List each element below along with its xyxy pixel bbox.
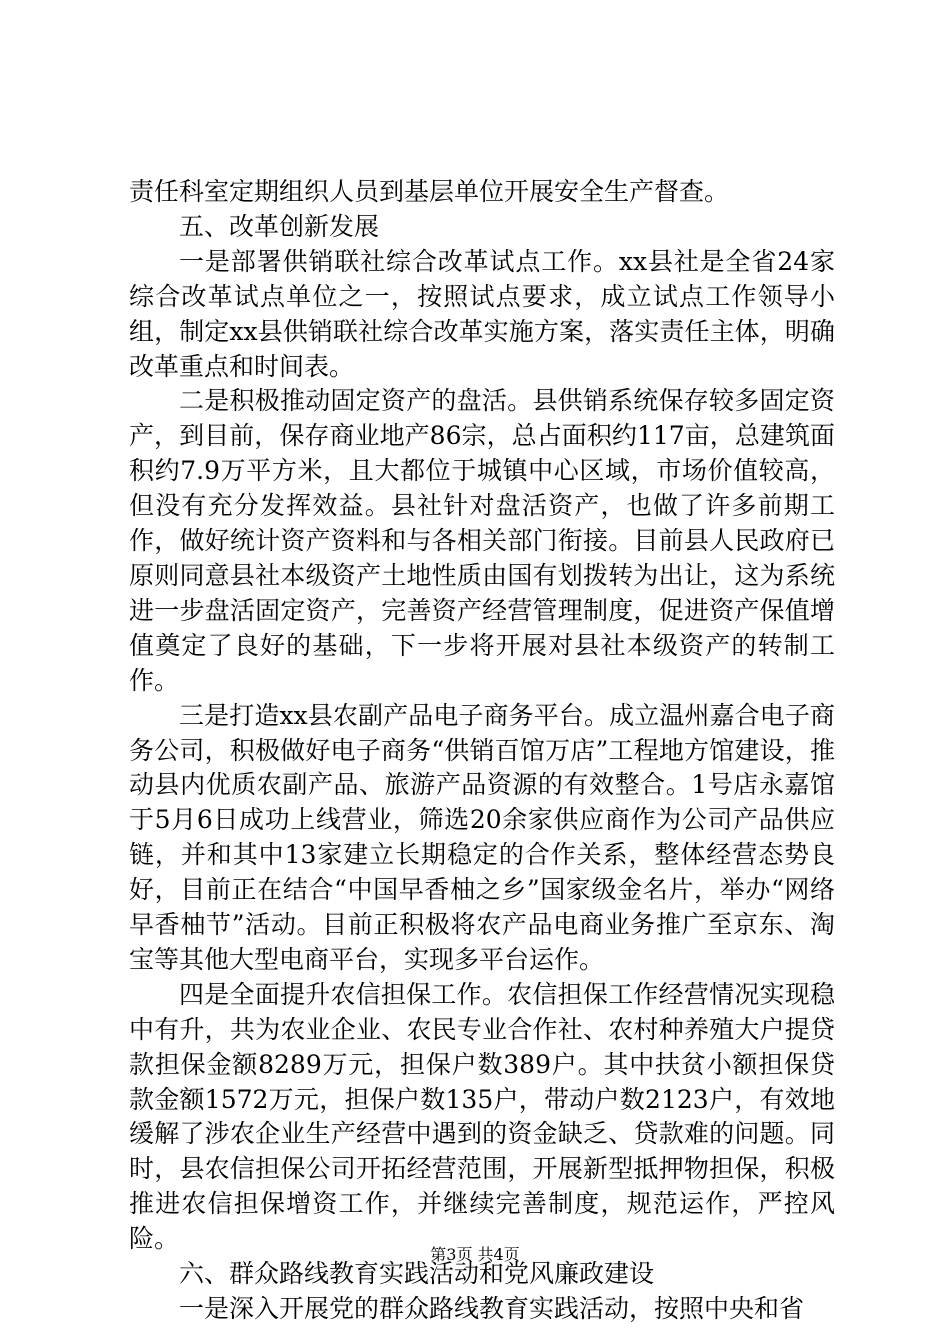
page-number-footer: 第3页 共4页 — [430, 1245, 520, 1264]
paragraph: 责任科室定期组织人员到基层单位开展安全生产督查。 — [129, 177, 730, 206]
paragraph: 三是打造xx县农副产品电子商务平台。成立温州嘉合电子商务公司，积极做好电子商务“供销百馆万店”工程地方馆建设，推动县内优质农副产品、旅游产品资源的有效整合。1号店永嘉馆于5月6日成功上线营业，筛选20余家供应商作为公司产品供应链，并和其中13家建立长期稳定的合作关系，整体经营态势良好，目前正在结合“中国早香柚之乡”国家级金名片，举办“网络早香柚节”活动。目前正积极将农产品电商业务推广至京东、淘宝等其他大型电商平台，实现多平台运作。 — [129, 700, 835, 974]
paragraph: 一是深入开展党的群众路线教育实践活动，按照中央和省 — [179, 1294, 805, 1323]
paragraph: 一是部署供销联社综合改革试点工作。xx县社是全省24家综合改革试点单位之一，按照试点要求，成立试点工作领导小组，制定xx县供销联社综合改革实施方案，落实责任主体，明确改革重点和时间表。 — [129, 246, 835, 381]
section-heading: 五、改革创新发展 — [179, 211, 380, 241]
paragraph: 二是积极推动固定资产的盘活。县供销系统保存较多固定资产，到目前，保存商业地产86宗，总占面积约117亩，总建筑面积约7.9万平方米，且大都位于城镇中心区域，市场价值较高，但没有充分发挥效益。县社针对盘活资产，也做了许多前期工作，做好统计资产资料和与各相关部门衔接。目前县人民政府已原则同意县社本级资产土地性质由国有划拨转为出让，这为系统进一步盘活固定资产，完善资产经营管理制度，促进资产保值增值奠定了良好的基础，下一步将开展对县社本级资产的转制工作。 — [129, 386, 835, 695]
section-heading: 六、群众路线教育实践活动和党风廉政建设 — [179, 1259, 655, 1289]
document-body — [129, 175, 835, 1327]
paragraph: 四是全面提升农信担保工作。农信担保工作经营情况实现稳中有升，共为农业企业、农民专业合作社、农村种养殖大户提贷款担保金额8289万元，担保户数389户。其中扶贫小额担保贷款金额1572万元，担保户数135户，带动户数2123户，有效地缓解了涉农企业生产经营中遇到的资金缺乏、贷款难的问题。同时，县农信担保公司开拓经营范围，开展新型抵押物担保，积极推进农信担保增资工作，并继续完善制度，规范运作，严控风险。 — [129, 979, 835, 1254]
